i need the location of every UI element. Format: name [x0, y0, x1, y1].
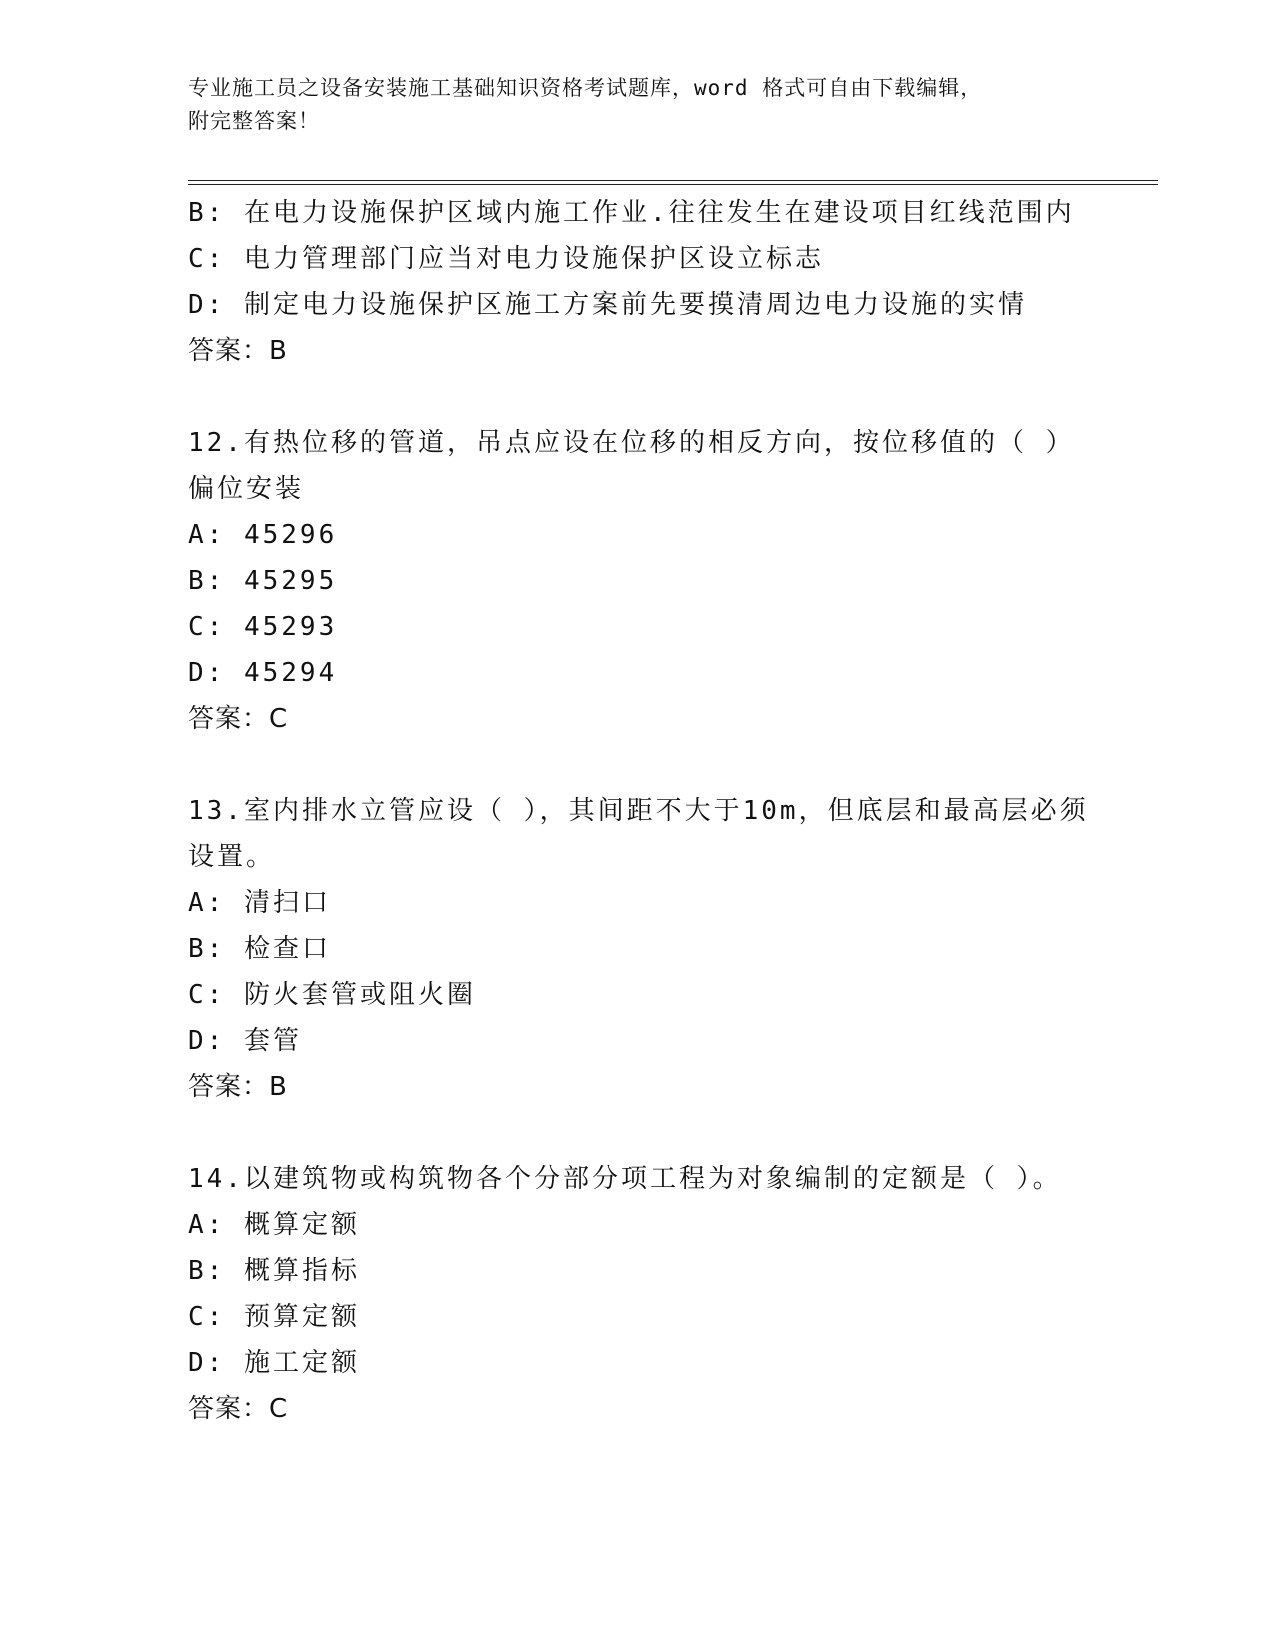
answer: 答案：C	[188, 1394, 289, 1424]
question-stem-continued: 设置。	[188, 842, 276, 872]
question-stem: 14.以建筑物或构筑物各个分部分项工程为对象编制的定额是（ ）。	[188, 1164, 1062, 1194]
option-a: A: 45296	[188, 520, 338, 550]
option-d: D: 45294	[188, 658, 338, 688]
option-a: A: 清扫口	[188, 888, 331, 918]
option-c: C: 防火套管或阻火圈	[188, 980, 476, 1010]
question-12	[188, 420, 1128, 742]
spacer	[188, 1110, 1128, 1156]
header-line-1: 专业施工员之设备安装施工基础知识资格考试题库，word 格式可自由下载编辑，	[188, 76, 983, 100]
answer: 答案：B	[188, 336, 288, 366]
question-13	[188, 788, 1128, 1110]
option-d: D: 施工定额	[188, 1348, 360, 1378]
question-list	[188, 190, 1128, 1432]
option-c: C: 45293	[188, 612, 338, 642]
option-b: B: 检查口	[188, 934, 331, 964]
question-stem: 12.有热位移的管道，吊点应设在位移的相反方向，按位移值的（ ）	[188, 428, 1075, 458]
option-a: A: 概算定额	[188, 1210, 360, 1240]
question-stem: 13.室内排水立管应设（ ），其间距不大于10m，但底层和最高层必须	[188, 796, 1089, 826]
question-11-tail	[188, 190, 1128, 374]
spacer	[188, 742, 1128, 788]
spacer	[188, 374, 1128, 420]
header-line-2: 附完整答案！	[188, 109, 320, 133]
option-b: B: 在电力设施保护区域内施工作业.往往发生在建设项目红线范围内	[188, 198, 1075, 228]
option-c: C: 电力管理部门应当对电力设施保护区设立标志	[188, 244, 824, 274]
option-b: B: 45295	[188, 566, 338, 596]
option-b: B: 概算指标	[188, 1256, 360, 1286]
question-14	[188, 1156, 1128, 1432]
answer: 答案：C	[188, 704, 289, 734]
header-divider-top	[188, 180, 1158, 181]
option-d: D: 套管	[188, 1026, 302, 1056]
header-divider-bottom	[188, 184, 1158, 185]
document-header	[188, 72, 1088, 138]
question-stem-continued: 偏位安装	[188, 474, 305, 504]
option-c: C: 预算定额	[188, 1302, 360, 1332]
option-d: D: 制定电力设施保护区施工方案前先要摸清周边电力设施的实情	[188, 290, 1027, 320]
answer: 答案：B	[188, 1072, 288, 1102]
